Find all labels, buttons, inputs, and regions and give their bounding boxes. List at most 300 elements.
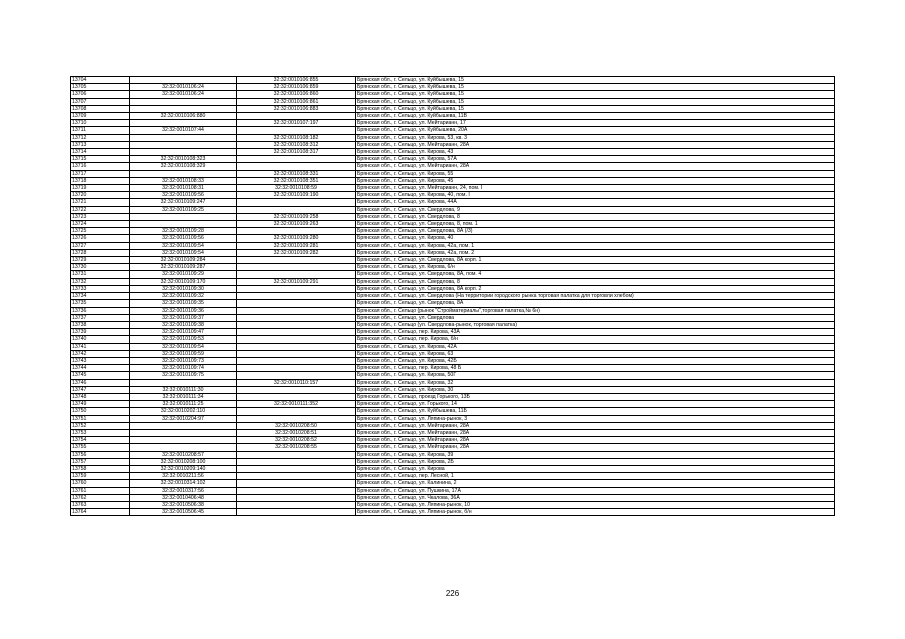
parcel-number-cell: 32:32:0010106:880 [130, 113, 237, 120]
row-number-cell: 13756 [71, 451, 130, 458]
parcel-number-cell [130, 134, 237, 141]
parcel-number-cell: 32:32:0010111:25 [130, 401, 237, 408]
object-number-cell: 32:32:0010108:351 [237, 177, 356, 184]
address-cell: Брянская обл., г. Сельцо, ул. Мейтарианн, 24, пом. I [356, 185, 835, 192]
address-cell: Брянская обл., г. Сельцо, ул. Свердлова, 8А [356, 300, 835, 307]
row-number-cell: 13710 [71, 120, 130, 127]
table-row [71, 386, 835, 393]
address-cell: Брянская обл., г. Сельцо, ул. Ляпина-рынок, 10 [356, 501, 835, 508]
parcel-number-cell: 32:32:0010109:54 [130, 343, 237, 350]
address-cell: Брянская обл., г. Сельцо, ул. Свердлова, 8 [356, 213, 835, 220]
parcel-number-cell: 32:32:0010109:53 [130, 336, 237, 343]
parcel-number-cell: 32:32:0010109:56 [130, 235, 237, 242]
object-number-cell: 32:32:0010108:59 [237, 185, 356, 192]
parcel-number-cell [130, 120, 237, 127]
address-cell: Брянская обл., г. Сельцо, ул. Кирова, 55 [356, 170, 835, 177]
object-number-cell: 32:32:0010109:190 [237, 192, 356, 199]
row-number-cell: 13753 [71, 429, 130, 436]
address-cell: Брянская обл., г. Сельцо, ул. Куйбышева, 20А [356, 127, 835, 134]
object-number-cell [237, 343, 356, 350]
parcel-number-cell: 32:32:0010406:48 [130, 494, 237, 501]
row-number-cell: 13751 [71, 415, 130, 422]
parcel-number-cell: 32:32:0010108:329 [130, 163, 237, 170]
address-cell: Брянская обл., г. Сельцо, ул. Мейтарианн, 28А [356, 429, 835, 436]
table-row [71, 429, 835, 436]
address-cell: Брянская обл., г. Сельцо, ул. Куйбышева, 11Б [356, 408, 835, 415]
address-cell: Брянская обл., г. Сельцо, ул. Кирова, 57А [356, 156, 835, 163]
parcel-number-cell: 32:32:0010109:35 [130, 300, 237, 307]
address-cell: Брянская обл., г. Сельцо, ул. Куйбышева, 15 [356, 77, 835, 84]
table-row [71, 264, 835, 271]
address-cell: Брянская обл., г. Сельцо, проезд Горького, 13Б [356, 393, 835, 400]
row-number-cell: 13730 [71, 264, 130, 271]
row-number-cell: 13763 [71, 501, 130, 508]
row-number-cell: 13757 [71, 458, 130, 465]
table-row [71, 213, 835, 220]
object-number-cell: 32:32:0010106:883 [237, 105, 356, 112]
address-cell: Брянская обл., г. Сельцо, ул. Кирова, 2Б [356, 458, 835, 465]
row-number-cell: 13760 [71, 480, 130, 487]
row-number-cell: 13758 [71, 465, 130, 472]
row-number-cell: 13716 [71, 163, 130, 170]
table-row [71, 285, 835, 292]
row-number-cell: 13708 [71, 105, 130, 112]
address-cell: Брянская обл., г. Сельцо, ул. Кирова, 45 [356, 177, 835, 184]
parcel-number-cell: 32:32:0010111:34 [130, 393, 237, 400]
object-number-cell [237, 307, 356, 314]
parcel-number-cell: 32:32:0010107:44 [130, 127, 237, 134]
object-number-cell [237, 473, 356, 480]
table-row [71, 91, 835, 98]
table-row [71, 300, 835, 307]
parcel-number-cell: 32:32:0010108:323 [130, 156, 237, 163]
address-cell: Брянская обл., г. Сельцо (ул. Свердлова-рынок, торговая палатка) [356, 321, 835, 328]
address-cell: Брянская обл., г. Сельцо, ул. Свердлова, 8А (/3) [356, 228, 835, 235]
parcel-number-cell: 32:32:0010109:74 [130, 365, 237, 372]
table-row [71, 84, 835, 91]
table-row [71, 437, 835, 444]
parcel-number-cell: 32:32:0010108:33 [130, 177, 237, 184]
address-cell: Брянская обл., г. Сельцо, ул. Кирова, 32 [356, 379, 835, 386]
row-number-cell: 13731 [71, 271, 130, 278]
address-cell: Брянская обл., г. Сельцо, пер. Лесной, 1 [356, 473, 835, 480]
object-number-cell [237, 365, 356, 372]
address-cell: Брянская обл., г. Сельцо, ул. Кирова, 43 [356, 149, 835, 156]
row-number-cell: 13764 [71, 509, 130, 516]
table-row [71, 134, 835, 141]
object-number-cell: 32:32:0010208:51 [237, 429, 356, 436]
object-number-cell: 32:32:0010109:291 [237, 278, 356, 285]
object-number-cell [237, 408, 356, 415]
object-number-cell [237, 336, 356, 343]
table-row [71, 487, 835, 494]
table-row [71, 192, 835, 199]
row-number-cell: 13749 [71, 401, 130, 408]
row-number-cell: 13707 [71, 98, 130, 105]
parcel-number-cell: 32:32:0010109:25 [130, 206, 237, 213]
row-number-cell: 13755 [71, 444, 130, 451]
address-cell: Брянская обл., г. Сельцо, ул. Куйбышева, 15 [356, 98, 835, 105]
row-number-cell: 13748 [71, 393, 130, 400]
object-number-cell: 32:32:0010110:157 [237, 379, 356, 386]
object-number-cell [237, 458, 356, 465]
parcel-number-cell: 32:32:0010314:102 [130, 480, 237, 487]
address-cell: Брянская обл., г. Сельцо, ул. Свердлова [356, 314, 835, 321]
table-row [71, 401, 835, 408]
object-number-cell [237, 357, 356, 364]
address-cell: Брянская обл., г. Сельцо, ул. Куйбышева, 15 [356, 91, 835, 98]
row-number-cell: 13721 [71, 199, 130, 206]
row-number-cell: 13704 [71, 77, 130, 84]
row-number-cell: 13744 [71, 365, 130, 372]
parcel-number-cell: 32:32:0010106:24 [130, 84, 237, 91]
parcel-number-cell: 32:32:0010109:28 [130, 228, 237, 235]
row-number-cell: 13711 [71, 127, 130, 134]
table-row [71, 379, 835, 386]
row-number-cell: 13761 [71, 487, 130, 494]
parcel-number-cell [130, 105, 237, 112]
row-number-cell: 13742 [71, 350, 130, 357]
parcel-number-cell: 32:32:0010506:38 [130, 501, 237, 508]
row-number-cell: 13733 [71, 285, 130, 292]
address-cell: Брянская обл., г. Сельцо, пер. Кирова, б/н [356, 336, 835, 343]
parcel-number-cell [130, 98, 237, 105]
table-row [71, 278, 835, 285]
object-number-cell [237, 329, 356, 336]
object-number-cell [237, 487, 356, 494]
parcel-number-cell [130, 221, 237, 228]
table-row [71, 177, 835, 184]
parcel-number-cell [130, 379, 237, 386]
table-row [71, 120, 835, 127]
object-number-cell [237, 300, 356, 307]
row-number-cell: 13725 [71, 228, 130, 235]
table-row [71, 321, 835, 328]
address-cell: Брянская обл., г. Сельцо, ул. Горького, 14 [356, 401, 835, 408]
parcel-number-cell: 32:32:0010109:37 [130, 314, 237, 321]
parcel-number-cell: 32:32:0010109:170 [130, 278, 237, 285]
parcel-number-cell: 32:32:0010109:247 [130, 199, 237, 206]
address-cell: Брянская обл., г. Сельцо, ул. Кирова, 40, пом. I [356, 192, 835, 199]
table-row [71, 127, 835, 134]
table-row [71, 149, 835, 156]
registry-table [70, 76, 835, 516]
object-number-cell: 32:32:0010208:52 [237, 437, 356, 444]
object-number-cell [237, 285, 356, 292]
address-cell: Брянская обл., г. Сельцо, ул. Кирова [356, 465, 835, 472]
parcel-number-cell: 32:32:0010106:24 [130, 91, 237, 98]
parcel-number-cell: 32:32:0010109:32 [130, 293, 237, 300]
address-cell: Брянская обл., г. Сельцо, ул. Кирова, 40 [356, 235, 835, 242]
address-cell: Брянская обл., г. Сельцо, ул. Куйбышева, 15 [356, 84, 835, 91]
row-number-cell: 13727 [71, 242, 130, 249]
row-number-cell: 13741 [71, 343, 130, 350]
object-number-cell [237, 156, 356, 163]
parcel-number-cell: 32:32:0010109:30 [130, 285, 237, 292]
object-number-cell: 32:32:0010109:280 [237, 235, 356, 242]
table-row [71, 170, 835, 177]
table-row [71, 293, 835, 300]
table-row [71, 480, 835, 487]
table-row [71, 206, 835, 213]
parcel-number-cell: 32:32:0010109:29 [130, 271, 237, 278]
table-row [71, 365, 835, 372]
address-cell: Брянская обл., г. Сельцо, ул. Свердлова, 9 [356, 206, 835, 213]
table-row [71, 156, 835, 163]
table-row [71, 307, 835, 314]
row-number-cell: 13722 [71, 206, 130, 213]
address-cell: Брянская обл., г. Сельцо, ул. Свердлова, 8, пом. 1 [356, 221, 835, 228]
address-cell: Брянская обл., г. Сельцо, ул. Свердлова, 8А, пом. 4 [356, 271, 835, 278]
table-row [71, 357, 835, 364]
table-row [71, 444, 835, 451]
row-number-cell: 13726 [71, 235, 130, 242]
table-row [71, 77, 835, 84]
row-number-cell: 13745 [71, 372, 130, 379]
table-row [71, 163, 835, 170]
object-number-cell: 32:32:0010109:263 [237, 221, 356, 228]
parcel-number-cell: 32:32:0010111:30 [130, 386, 237, 393]
parcel-number-cell: 32:32:0010202:110 [130, 408, 237, 415]
table-row [71, 141, 835, 148]
object-number-cell: 32:32:0010106:859 [237, 84, 356, 91]
object-number-cell: 32:32:0010106:861 [237, 98, 356, 105]
object-number-cell [237, 386, 356, 393]
table-row [71, 257, 835, 264]
row-number-cell: 13715 [71, 156, 130, 163]
address-cell: Брянская обл., г. Сельцо, ул. Свердлова (На территории городского рынка торговая палатка для торговли хлебом) [356, 293, 835, 300]
parcel-number-cell [130, 141, 237, 148]
object-number-cell [237, 451, 356, 458]
parcel-number-cell [130, 149, 237, 156]
object-number-cell [237, 257, 356, 264]
object-number-cell [237, 415, 356, 422]
object-number-cell [237, 206, 356, 213]
row-number-cell: 13719 [71, 185, 130, 192]
parcel-number-cell: 32:32:0010209:140 [130, 465, 237, 472]
object-number-cell: 32:32:0010107:197 [237, 120, 356, 127]
row-number-cell: 13750 [71, 408, 130, 415]
parcel-number-cell: 32:32:0010109:54 [130, 242, 237, 249]
table-row [71, 221, 835, 228]
table-row [71, 249, 835, 256]
object-number-cell [237, 113, 356, 120]
address-cell: Брянская обл., г. Сельцо, ул. Свердлова, 8 [356, 278, 835, 285]
row-number-cell: 13743 [71, 357, 130, 364]
table-row [71, 271, 835, 278]
table-row [71, 350, 835, 357]
table-row [71, 393, 835, 400]
row-number-cell: 13713 [71, 141, 130, 148]
address-cell: Брянская обл., г. Сельцо, пер. Кирова, 43А [356, 329, 835, 336]
object-number-cell: 32:32:0010108:182 [237, 134, 356, 141]
parcel-number-cell: 32:32:0010317:56 [130, 487, 237, 494]
address-cell: Брянская обл., г. Сельцо, ул. Чкалова, 36А [356, 494, 835, 501]
parcel-number-cell: 32:32:0010109:56 [130, 192, 237, 199]
address-cell: Брянская обл., г. Сельцо, ул. Кирова, 39 [356, 451, 835, 458]
object-number-cell: 32:32:0010208:50 [237, 422, 356, 429]
address-cell: Брянская обл., г. Сельцо, ул. Кирова, 42А [356, 343, 835, 350]
table-row [71, 199, 835, 206]
address-cell: Брянская обл., г. Сельцо, ул. Мейтарианн, 28А [356, 437, 835, 444]
address-cell: Брянская обл., г. Сельцо, ул. Куйбышева, 15 [356, 105, 835, 112]
row-number-cell: 13706 [71, 91, 130, 98]
row-number-cell: 13717 [71, 170, 130, 177]
table-row [71, 98, 835, 105]
table-row [71, 185, 835, 192]
object-number-cell: 32:32:0010109:258 [237, 213, 356, 220]
row-number-cell: 13746 [71, 379, 130, 386]
parcel-number-cell: 32:32:0010109:38 [130, 321, 237, 328]
row-number-cell: 13734 [71, 293, 130, 300]
row-number-cell: 13718 [71, 177, 130, 184]
table-row [71, 343, 835, 350]
row-number-cell: 13762 [71, 494, 130, 501]
table-row [71, 105, 835, 112]
row-number-cell: 13737 [71, 314, 130, 321]
object-number-cell: 32:32:0010111:352 [237, 401, 356, 408]
address-cell: Брянская обл., г. Сельцо, ул. Кирова, 63 [356, 350, 835, 357]
table-row [71, 415, 835, 422]
registry-table-body [71, 77, 835, 516]
object-number-cell: 32:32:0010208:55 [237, 444, 356, 451]
object-number-cell: 32:32:0010106:860 [237, 91, 356, 98]
parcel-number-cell: 32:32:0010109:284 [130, 257, 237, 264]
parcel-number-cell: 32:32:0010109:287 [130, 264, 237, 271]
address-cell: Брянская обл., г. Сельцо, ул. Кирова, 30 [356, 386, 835, 393]
object-number-cell [237, 293, 356, 300]
object-number-cell [237, 264, 356, 271]
address-cell: Брянская обл., г. Сельцо, ул. Кирова, 42а, пом. 1 [356, 242, 835, 249]
parcel-number-cell [130, 213, 237, 220]
parcel-number-cell: 32:32:0010208:57 [130, 451, 237, 458]
address-cell: Брянская обл., г. Сельцо, ул. Мейтарианн, 28А [356, 422, 835, 429]
object-number-cell: 32:32:0010109:281 [237, 242, 356, 249]
parcel-number-cell: 32:32:0010109:59 [130, 350, 237, 357]
table-row [71, 336, 835, 343]
object-number-cell [237, 372, 356, 379]
table-row [71, 473, 835, 480]
row-number-cell: 13712 [71, 134, 130, 141]
object-number-cell [237, 314, 356, 321]
address-cell: Брянская обл., г. Сельцо, ул. Ляпина-рынок, 3 [356, 415, 835, 422]
row-number-cell: 13724 [71, 221, 130, 228]
object-number-cell [237, 271, 356, 278]
page-number: 226 [445, 589, 460, 598]
parcel-number-cell: 32:32:0010108:31 [130, 185, 237, 192]
address-cell: Брянская обл., г. Сельцо, ул. Куйбышева, 11В [356, 113, 835, 120]
parcel-number-cell: 32:32:0010211:56 [130, 473, 237, 480]
object-number-cell: 32:32:0010109:282 [237, 249, 356, 256]
row-number-cell: 13720 [71, 192, 130, 199]
table-row [71, 509, 835, 516]
address-cell: Брянская обл., г. Сельцо, ул. Свердлова, 8А корп. 1 [356, 257, 835, 264]
row-number-cell: 13738 [71, 321, 130, 328]
object-number-cell: 32:32:0010108:317 [237, 149, 356, 156]
address-cell: Брянская обл., г. Сельцо, ул. Кирова, 44А [356, 199, 835, 206]
row-number-cell: 13754 [71, 437, 130, 444]
row-number-cell: 13739 [71, 329, 130, 336]
row-number-cell: 13705 [71, 84, 130, 91]
object-number-cell [237, 127, 356, 134]
object-number-cell [237, 321, 356, 328]
address-cell: Брянская обл., г. Сельцо, пер. Кирова, 48 Б [356, 365, 835, 372]
address-cell: Брянская обл., г. Сельцо, ул. Мейтарианн, 28А [356, 163, 835, 170]
address-cell: Брянская обл., г. Сельцо, ул. Калинина, 2 [356, 480, 835, 487]
table-row [71, 228, 835, 235]
object-number-cell [237, 393, 356, 400]
address-cell: Брянская обл., г. Сельцо, ул. Кирова, 53, кв. 3 [356, 134, 835, 141]
address-cell: Брянская обл., г. Сельцо, ул. Кирова, 42Б [356, 357, 835, 364]
parcel-number-cell [130, 422, 237, 429]
object-number-cell [237, 480, 356, 487]
row-number-cell: 13735 [71, 300, 130, 307]
row-number-cell: 13728 [71, 249, 130, 256]
parcel-number-cell: 32:32:0010109:54 [130, 249, 237, 256]
row-number-cell: 13740 [71, 336, 130, 343]
object-number-cell: 32:32:0010106:855 [237, 77, 356, 84]
row-number-cell: 13736 [71, 307, 130, 314]
table-row [71, 422, 835, 429]
parcel-number-cell: 32:32:0010109:47 [130, 329, 237, 336]
parcel-number-cell: 32:32:0010208:100 [130, 458, 237, 465]
parcel-number-cell [130, 429, 237, 436]
row-number-cell: 13729 [71, 257, 130, 264]
table-row [71, 501, 835, 508]
parcel-number-cell: 32:32:0010204:97 [130, 415, 237, 422]
object-number-cell [237, 199, 356, 206]
table-row [71, 314, 835, 321]
row-number-cell: 13714 [71, 149, 130, 156]
address-cell: Брянская обл., г. Сельцо, ул. Кирова, 42а, пом. 2 [356, 249, 835, 256]
address-cell: Брянская обл., г. Сельцо (рынок "Стройматериалы",торговая палатка,№ 6н) [356, 307, 835, 314]
table-row [71, 113, 835, 120]
table-row [71, 372, 835, 379]
row-number-cell: 13747 [71, 386, 130, 393]
row-number-cell: 13732 [71, 278, 130, 285]
table-row [71, 465, 835, 472]
object-number-cell: 32:32:0010108:331 [237, 170, 356, 177]
parcel-number-cell [130, 437, 237, 444]
address-cell: Брянская обл., г. Сельцо, ул. Мейтарианн, 28А [356, 141, 835, 148]
row-number-cell: 13709 [71, 113, 130, 120]
parcel-number-cell [130, 444, 237, 451]
parcel-number-cell [130, 170, 237, 177]
table-row [71, 494, 835, 501]
parcel-number-cell: 32:32:0010109:73 [130, 357, 237, 364]
parcel-number-cell: 32:32:0010109:36 [130, 307, 237, 314]
address-cell: Брянская обл., г. Сельцо, ул. Ляпина-рынок, б/н [356, 509, 835, 516]
address-cell: Брянская обл., г. Сельцо, ул. Мейтарианн, 28А [356, 444, 835, 451]
parcel-number-cell: 32:32:0010506:45 [130, 509, 237, 516]
object-number-cell [237, 350, 356, 357]
address-cell: Брянская обл., г. Сельцо, ул. Пушкина, 17А [356, 487, 835, 494]
table-row [71, 242, 835, 249]
object-number-cell: 32:32:0010108:312 [237, 141, 356, 148]
row-number-cell: 13752 [71, 422, 130, 429]
object-number-cell [237, 501, 356, 508]
table-row [71, 235, 835, 242]
address-cell: Брянская обл., г. Сельцо, ул. Кирова, 50Г [356, 372, 835, 379]
address-cell: Брянская обл., г. Сельцо, ул. Мейтарианн, 17 [356, 120, 835, 127]
row-number-cell: 13723 [71, 213, 130, 220]
parcel-number-cell [130, 77, 237, 84]
address-cell: Брянская обл., г. Сельцо, ул. Свердлова, 8А корп. 2 [356, 285, 835, 292]
address-cell: Брянская обл., г. Сельцо, ул. Кирова, 6/н [356, 264, 835, 271]
table-row [71, 329, 835, 336]
parcel-number-cell: 32:32:0010109:75 [130, 372, 237, 379]
object-number-cell [237, 228, 356, 235]
